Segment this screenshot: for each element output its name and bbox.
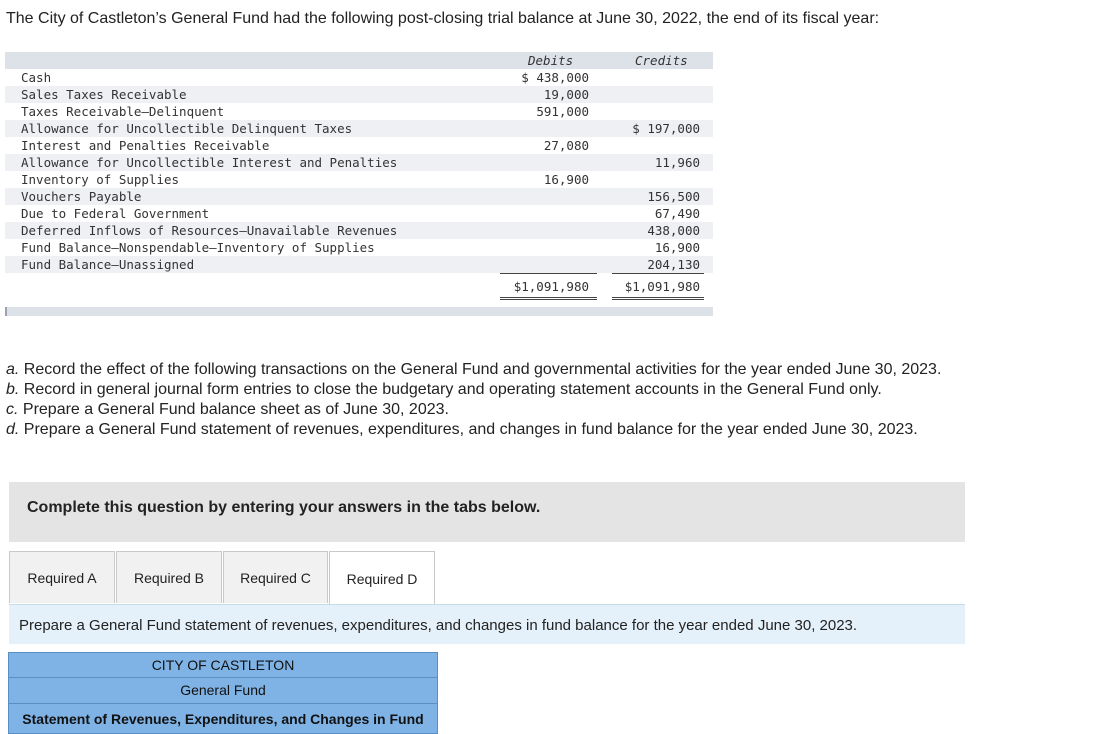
trial-balance-footer bbox=[5, 307, 713, 316]
table-row bbox=[5, 222, 713, 239]
account-name: Interest and Penalties Receivable bbox=[21, 138, 270, 153]
instruction-letter: c. bbox=[6, 401, 19, 418]
tab-required-c[interactable]: Required C bbox=[223, 551, 328, 603]
instruction-c bbox=[6, 401, 449, 419]
table-row bbox=[5, 69, 713, 86]
credit-value: 67,490 bbox=[654, 206, 700, 221]
credit-value: $ 197,000 bbox=[632, 121, 700, 136]
instruction-text: Record the effect of the following transactions on the General Fund and governmental activities for the year ended June 30, 2023. bbox=[19, 361, 942, 378]
table-row bbox=[5, 137, 713, 154]
instruction-text: Record in general journal form entries to close the budgetary and operating statement accounts in the General Fund only. bbox=[19, 381, 882, 398]
tab-prompt-text: Prepare a General Fund statement of revenues, expenditures, and changes in fund balance for the year ended June 30, 2023. bbox=[19, 617, 858, 634]
complete-question-banner bbox=[9, 482, 965, 542]
table-row bbox=[5, 256, 713, 273]
table-row bbox=[5, 86, 713, 103]
account-name: Taxes Receivable—Delinquent bbox=[21, 104, 225, 119]
tab-required-b[interactable]: Required B bbox=[116, 551, 222, 603]
credits-header: Credits bbox=[635, 53, 688, 68]
problem-intro: The City of Castleton’s General Fund had the following post-closing trial balance at June 30, 2022, the end of its fiscal year: bbox=[6, 10, 880, 27]
account-name: Allowance for Uncollectible Interest and Penalties bbox=[21, 155, 398, 170]
debit-value: 591,000 bbox=[536, 104, 589, 119]
account-name: Allowance for Uncollectible Delinquent Taxes bbox=[21, 121, 353, 136]
credit-value: 438,000 bbox=[647, 223, 700, 238]
statement-header bbox=[8, 652, 438, 734]
statement-fund: General Fund bbox=[8, 678, 438, 704]
account-name: Inventory of Supplies bbox=[21, 172, 180, 187]
table-row bbox=[5, 205, 713, 222]
instruction-letter: a. bbox=[6, 361, 20, 378]
credit-value: 204,130 bbox=[647, 257, 700, 272]
table-row bbox=[5, 103, 713, 120]
instruction-letter: d. bbox=[6, 421, 20, 438]
credit-value: 16,900 bbox=[654, 240, 700, 255]
table-row bbox=[5, 171, 713, 188]
table-row bbox=[5, 188, 713, 205]
instruction-d bbox=[6, 421, 918, 439]
tab-required-d[interactable]: Required D bbox=[329, 551, 435, 605]
account-name: Fund Balance—Unassigned bbox=[21, 257, 195, 272]
statement-entity: CITY OF CASTLETON bbox=[8, 652, 438, 678]
debit-value: 27,080 bbox=[543, 138, 589, 153]
totals-row bbox=[5, 278, 713, 295]
account-name: Due to Federal Government bbox=[21, 206, 210, 221]
instruction-letter: b. bbox=[6, 381, 20, 398]
credit-value: 11,960 bbox=[654, 155, 700, 170]
trial-balance-table bbox=[5, 52, 713, 316]
statement-title: Statement of Revenues, Expenditures, and Changes in Fund bbox=[8, 704, 438, 734]
account-name: Fund Balance—Nonspendable—Inventory of Supplies bbox=[21, 240, 375, 255]
account-name: Cash bbox=[21, 70, 52, 85]
account-name: Vouchers Payable bbox=[21, 189, 142, 204]
trial-balance-header bbox=[5, 52, 713, 69]
subtotal-rule-credits bbox=[612, 273, 704, 274]
account-name: Deferred Inflows of Resources—Unavailable Revenues bbox=[21, 223, 398, 238]
instruction-b bbox=[6, 381, 882, 399]
subtotal-rule-debits bbox=[500, 273, 597, 274]
double-rule-credits bbox=[612, 297, 704, 300]
total-debits: $1,091,980 bbox=[513, 279, 589, 294]
debit-value: $ 438,000 bbox=[521, 70, 589, 85]
tab-required-a[interactable]: Required A bbox=[9, 551, 115, 603]
debit-value: 19,000 bbox=[543, 87, 589, 102]
credit-value: 156,500 bbox=[647, 189, 700, 204]
debits-header: Debits bbox=[528, 53, 574, 68]
table-row bbox=[5, 154, 713, 171]
instruction-a bbox=[6, 361, 941, 379]
complete-question-text: Complete this question by entering your answers in the tabs below. bbox=[27, 499, 541, 516]
double-rule-debits bbox=[500, 297, 597, 300]
tab-prompt-box bbox=[9, 605, 965, 644]
account-name: Sales Taxes Receivable bbox=[21, 87, 187, 102]
table-row bbox=[5, 239, 713, 256]
debit-value: 16,900 bbox=[543, 172, 589, 187]
instruction-text: Prepare a General Fund balance sheet as of June 30, 2023. bbox=[18, 401, 449, 418]
table-row bbox=[5, 120, 713, 137]
total-credits: $1,091,980 bbox=[624, 279, 700, 294]
instruction-text: Prepare a General Fund statement of revenues, expenditures, and changes in fund balance for the year ended June 30, 2023. bbox=[19, 421, 918, 438]
